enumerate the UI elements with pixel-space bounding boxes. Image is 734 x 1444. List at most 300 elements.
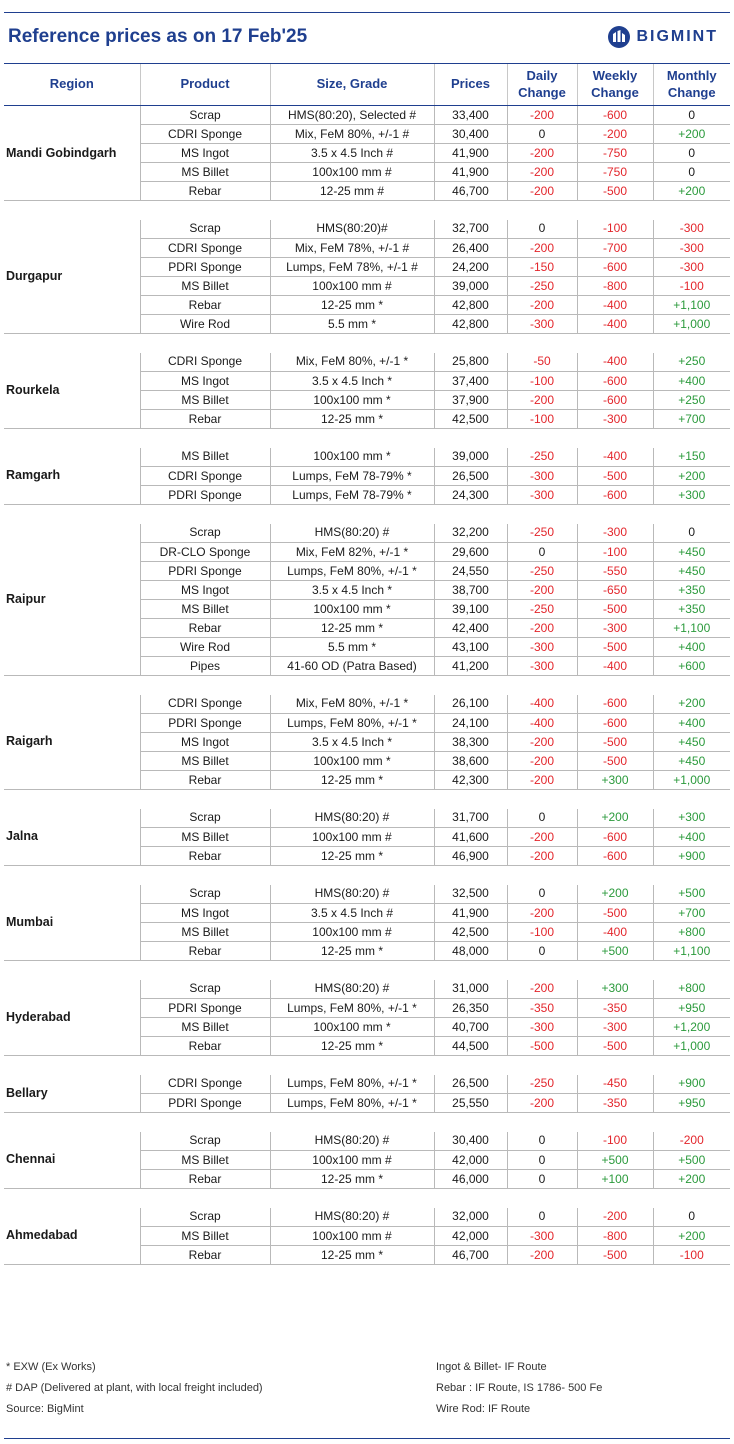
size-cell: Lumps, FeM 78-79% *	[270, 467, 434, 486]
product-cell: MS Billet	[140, 277, 270, 296]
product-cell: MS Billet	[140, 752, 270, 771]
monthly-cell: +350	[653, 600, 730, 619]
size-cell: 12-25 mm *	[270, 410, 434, 429]
daily-cell: -300	[507, 315, 577, 334]
weekly-cell: -600	[577, 714, 653, 733]
daily-cell: -200	[507, 828, 577, 847]
price-cell: 26,350	[434, 999, 507, 1018]
product-cell: MS Billet	[140, 828, 270, 847]
section-spacer	[4, 790, 730, 809]
product-cell: Rebar	[140, 296, 270, 315]
daily-cell: -200	[507, 239, 577, 258]
size-cell: Lumps, FeM 78%, +/-1 #	[270, 258, 434, 277]
monthly-cell: 0	[653, 106, 730, 125]
price-cell: 41,900	[434, 144, 507, 163]
weekly-cell: -300	[577, 619, 653, 638]
product-cell: Wire Rod	[140, 315, 270, 334]
monthly-cell: +1,100	[653, 619, 730, 638]
product-cell: Scrap	[140, 524, 270, 543]
price-cell: 46,700	[434, 1246, 507, 1265]
weekly-cell: -400	[577, 296, 653, 315]
region-name: Mumbai	[4, 885, 140, 961]
section-spacer	[4, 201, 730, 220]
weekly-cell: -600	[577, 695, 653, 714]
price-cell: 42,500	[434, 923, 507, 942]
monthly-cell: +1,100	[653, 942, 730, 961]
daily-cell: -250	[507, 448, 577, 467]
price-cell: 42,300	[434, 771, 507, 790]
section-spacer	[4, 429, 730, 448]
monthly-cell: +200	[653, 467, 730, 486]
size-cell: 100x100 mm #	[270, 1151, 434, 1170]
spacer-cell	[4, 676, 730, 695]
weekly-cell: -750	[577, 163, 653, 182]
region-name: Mandi Gobindgarh	[4, 106, 140, 201]
size-cell: 3.5 x 4.5 Inch *	[270, 733, 434, 752]
size-cell: HMS(80:20) #	[270, 809, 434, 828]
weekly-cell: -100	[577, 220, 653, 239]
product-cell: Rebar	[140, 182, 270, 201]
daily-cell: -350	[507, 999, 577, 1018]
size-cell: HMS(80:20) #	[270, 1132, 434, 1151]
spacer-cell	[4, 201, 730, 220]
page-title: Reference prices as on 17 Feb'25	[8, 26, 308, 47]
col-weekly-change: Weekly Change	[577, 64, 653, 106]
price-cell: 39,000	[434, 448, 507, 467]
size-cell: 5.5 mm *	[270, 638, 434, 657]
price-cell: 37,900	[434, 391, 507, 410]
daily-cell: -150	[507, 258, 577, 277]
footnotes-left	[6, 1357, 263, 1420]
price-cell: 42,000	[434, 1227, 507, 1246]
price-cell: 31,700	[434, 809, 507, 828]
daily-cell: -200	[507, 296, 577, 315]
size-cell: HMS(80:20) #	[270, 524, 434, 543]
monthly-cell: +250	[653, 391, 730, 410]
daily-cell: -200	[507, 1246, 577, 1265]
price-cell: 32,000	[434, 1208, 507, 1227]
monthly-cell: +400	[653, 372, 730, 391]
weekly-cell: +100	[577, 1170, 653, 1189]
spacer-cell	[4, 961, 730, 980]
price-cell: 38,700	[434, 581, 507, 600]
monthly-cell: +400	[653, 714, 730, 733]
region-name: Jalna	[4, 809, 140, 866]
weekly-cell: +300	[577, 980, 653, 999]
price-cell: 24,300	[434, 486, 507, 505]
product-cell: Scrap	[140, 885, 270, 904]
price-cell: 29,600	[434, 543, 507, 562]
size-cell: 12-25 mm *	[270, 942, 434, 961]
section-spacer	[4, 1113, 730, 1132]
product-cell: CDRI Sponge	[140, 239, 270, 258]
price-cell: 41,900	[434, 904, 507, 923]
weekly-cell: -500	[577, 638, 653, 657]
price-cell: 39,100	[434, 600, 507, 619]
size-cell: HMS(80:20) #	[270, 1208, 434, 1227]
daily-cell: 0	[507, 220, 577, 239]
daily-cell: 0	[507, 543, 577, 562]
region-name: Rourkela	[4, 353, 140, 429]
product-cell: MS Billet	[140, 600, 270, 619]
daily-cell: 0	[507, 885, 577, 904]
size-cell: 5.5 mm *	[270, 315, 434, 334]
size-cell: 12-25 mm *	[270, 1170, 434, 1189]
product-cell: MS Billet	[140, 1018, 270, 1037]
region-name: Bellary	[4, 1075, 140, 1113]
monthly-cell: +900	[653, 1075, 730, 1094]
daily-cell: -300	[507, 657, 577, 676]
monthly-cell: +700	[653, 410, 730, 429]
footnote: * EXW (Ex Works)	[6, 1361, 96, 1373]
monthly-cell: +1,000	[653, 771, 730, 790]
weekly-cell: -750	[577, 144, 653, 163]
daily-cell: -200	[507, 619, 577, 638]
price-cell: 39,000	[434, 277, 507, 296]
monthly-cell: +350	[653, 581, 730, 600]
weekly-cell: -500	[577, 1246, 653, 1265]
table-row	[4, 106, 730, 125]
table-row	[4, 1075, 730, 1094]
daily-cell: 0	[507, 1170, 577, 1189]
monthly-cell: +500	[653, 1151, 730, 1170]
price-cell: 26,400	[434, 239, 507, 258]
monthly-cell: +1,100	[653, 296, 730, 315]
size-cell: 100x100 mm #	[270, 163, 434, 182]
spacer-cell	[4, 790, 730, 809]
table-row	[4, 1208, 730, 1227]
daily-cell: -300	[507, 467, 577, 486]
monthly-cell: +450	[653, 562, 730, 581]
monthly-cell: +900	[653, 847, 730, 866]
daily-cell: -100	[507, 410, 577, 429]
weekly-cell: -500	[577, 904, 653, 923]
weekly-cell: -300	[577, 410, 653, 429]
brand-logo	[607, 24, 718, 50]
weekly-cell: -450	[577, 1075, 653, 1094]
product-cell: CDRI Sponge	[140, 467, 270, 486]
product-cell: Scrap	[140, 980, 270, 999]
product-cell: MS Ingot	[140, 581, 270, 600]
weekly-cell: -400	[577, 923, 653, 942]
price-cell: 42,000	[434, 1151, 507, 1170]
weekly-cell: -400	[577, 657, 653, 676]
daily-cell: -200	[507, 847, 577, 866]
price-cell: 46,700	[434, 182, 507, 201]
weekly-cell: -300	[577, 524, 653, 543]
weekly-cell: -650	[577, 581, 653, 600]
weekly-cell: -500	[577, 600, 653, 619]
product-cell: Scrap	[140, 809, 270, 828]
table-body	[4, 106, 730, 1266]
price-cell: 38,600	[434, 752, 507, 771]
size-cell: 12-25 mm *	[270, 1037, 434, 1056]
daily-cell: -200	[507, 904, 577, 923]
product-cell: Scrap	[140, 1208, 270, 1227]
table-header-row	[4, 64, 730, 106]
weekly-cell: -600	[577, 258, 653, 277]
monthly-cell: +450	[653, 543, 730, 562]
product-cell: MS Billet	[140, 448, 270, 467]
section-spacer	[4, 1056, 730, 1075]
product-cell: MS Billet	[140, 163, 270, 182]
size-cell: 3.5 x 4.5 Inch #	[270, 144, 434, 163]
price-cell: 38,300	[434, 733, 507, 752]
product-cell: Rebar	[140, 942, 270, 961]
daily-cell: -400	[507, 714, 577, 733]
monthly-cell: -200	[653, 1132, 730, 1151]
price-cell: 26,500	[434, 467, 507, 486]
brand-name: BIGMINT	[636, 28, 718, 45]
weekly-cell: +500	[577, 942, 653, 961]
monthly-cell: +250	[653, 353, 730, 372]
daily-cell: -300	[507, 638, 577, 657]
price-cell: 24,550	[434, 562, 507, 581]
product-cell: PDRI Sponge	[140, 562, 270, 581]
top-rule	[4, 12, 730, 13]
price-cell: 30,400	[434, 1132, 507, 1151]
product-cell: MS Billet	[140, 1227, 270, 1246]
price-cell: 40,700	[434, 1018, 507, 1037]
daily-cell: -200	[507, 163, 577, 182]
product-cell: Rebar	[140, 619, 270, 638]
daily-cell: -500	[507, 1037, 577, 1056]
table-row	[4, 695, 730, 714]
weekly-cell: -200	[577, 125, 653, 144]
weekly-cell: -500	[577, 182, 653, 201]
product-cell: Scrap	[140, 106, 270, 125]
table-row	[4, 220, 730, 239]
monthly-cell: -300	[653, 239, 730, 258]
weekly-cell: -600	[577, 847, 653, 866]
product-cell: MS Ingot	[140, 372, 270, 391]
spacer-cell	[4, 429, 730, 448]
table-row	[4, 885, 730, 904]
monthly-cell: 0	[653, 144, 730, 163]
daily-cell: -200	[507, 391, 577, 410]
monthly-cell: +1,000	[653, 315, 730, 334]
footnote: Source: BigMint	[6, 1403, 84, 1415]
section-spacer	[4, 676, 730, 695]
daily-cell: 0	[507, 809, 577, 828]
size-cell: HMS(80:20), Selected #	[270, 106, 434, 125]
price-cell: 32,200	[434, 524, 507, 543]
product-cell: CDRI Sponge	[140, 125, 270, 144]
monthly-cell: +950	[653, 1094, 730, 1113]
daily-cell: -300	[507, 1227, 577, 1246]
weekly-cell: +300	[577, 771, 653, 790]
table-row	[4, 448, 730, 467]
size-cell: Lumps, FeM 78-79% *	[270, 486, 434, 505]
region-name: Chennai	[4, 1132, 140, 1189]
table-row	[4, 809, 730, 828]
weekly-cell: -800	[577, 1227, 653, 1246]
weekly-cell: -500	[577, 752, 653, 771]
table-row	[4, 353, 730, 372]
size-cell: Lumps, FeM 80%, +/-1 *	[270, 1094, 434, 1113]
footnote: Wire Rod: IF Route	[436, 1403, 531, 1415]
size-cell: 100x100 mm *	[270, 391, 434, 410]
weekly-cell: -100	[577, 1132, 653, 1151]
weekly-cell: -400	[577, 448, 653, 467]
price-cell: 42,800	[434, 315, 507, 334]
monthly-cell: +200	[653, 1227, 730, 1246]
monthly-cell: +1,000	[653, 1037, 730, 1056]
weekly-cell: +500	[577, 1151, 653, 1170]
size-cell: 100x100 mm #	[270, 277, 434, 296]
price-cell: 25,550	[434, 1094, 507, 1113]
size-cell: 12-25 mm *	[270, 1246, 434, 1265]
daily-cell: 0	[507, 942, 577, 961]
table-row	[4, 980, 730, 999]
size-cell: 100x100 mm #	[270, 923, 434, 942]
daily-cell: -250	[507, 524, 577, 543]
weekly-cell: -400	[577, 353, 653, 372]
spacer-cell	[4, 1189, 730, 1208]
weekly-cell: -300	[577, 1018, 653, 1037]
price-cell: 46,900	[434, 847, 507, 866]
region-name: Ramgarh	[4, 448, 140, 505]
price-cell: 46,000	[434, 1170, 507, 1189]
footnote: # DAP (Delivered at plant, with local freight included)	[6, 1382, 263, 1394]
price-cell: 42,400	[434, 619, 507, 638]
size-cell: Mix, FeM 80%, +/-1 *	[270, 695, 434, 714]
monthly-cell: +200	[653, 125, 730, 144]
size-cell: 3.5 x 4.5 Inch *	[270, 581, 434, 600]
daily-cell: -250	[507, 1075, 577, 1094]
region-name: Raipur	[4, 524, 140, 676]
table-row	[4, 1132, 730, 1151]
price-table	[4, 63, 730, 1266]
product-cell: CDRI Sponge	[140, 353, 270, 372]
bottom-rule	[4, 1438, 730, 1439]
product-cell: MS Ingot	[140, 904, 270, 923]
daily-cell: -100	[507, 923, 577, 942]
product-cell: CDRI Sponge	[140, 1075, 270, 1094]
monthly-cell: +500	[653, 885, 730, 904]
size-cell: 100x100 mm *	[270, 448, 434, 467]
price-cell: 41,600	[434, 828, 507, 847]
monthly-cell: +800	[653, 980, 730, 999]
daily-cell: 0	[507, 125, 577, 144]
product-cell: Rebar	[140, 410, 270, 429]
weekly-cell: -600	[577, 391, 653, 410]
table-row	[4, 524, 730, 543]
weekly-cell: -600	[577, 372, 653, 391]
product-cell: Rebar	[140, 1246, 270, 1265]
weekly-cell: -400	[577, 315, 653, 334]
price-cell: 42,800	[434, 296, 507, 315]
product-cell: DR-CLO Sponge	[140, 543, 270, 562]
size-cell: 100x100 mm *	[270, 752, 434, 771]
monthly-cell: +450	[653, 752, 730, 771]
size-cell: 12-25 mm *	[270, 847, 434, 866]
product-cell: PDRI Sponge	[140, 999, 270, 1018]
weekly-cell: -500	[577, 733, 653, 752]
product-cell: PDRI Sponge	[140, 258, 270, 277]
bigmint-logo-icon	[607, 25, 631, 49]
monthly-cell: +400	[653, 638, 730, 657]
weekly-cell: -800	[577, 277, 653, 296]
weekly-cell: +200	[577, 885, 653, 904]
monthly-cell: +200	[653, 182, 730, 201]
product-cell: MS Billet	[140, 1151, 270, 1170]
monthly-cell: -100	[653, 277, 730, 296]
section-spacer	[4, 334, 730, 353]
spacer-cell	[4, 1113, 730, 1132]
product-cell: MS Billet	[140, 391, 270, 410]
monthly-cell: +600	[653, 657, 730, 676]
daily-cell: 0	[507, 1132, 577, 1151]
size-cell: HMS(80:20)#	[270, 220, 434, 239]
region-name: Raigarh	[4, 695, 140, 790]
col-prices: Prices	[434, 64, 507, 106]
weekly-cell: -200	[577, 1208, 653, 1227]
section-spacer	[4, 1265, 730, 1266]
price-cell: 31,000	[434, 980, 507, 999]
monthly-cell: +800	[653, 923, 730, 942]
weekly-cell: -500	[577, 1037, 653, 1056]
daily-cell: -300	[507, 1018, 577, 1037]
product-cell: Rebar	[140, 771, 270, 790]
size-cell: 100x100 mm #	[270, 1227, 434, 1246]
weekly-cell: -500	[577, 467, 653, 486]
price-cell: 37,400	[434, 372, 507, 391]
col-daily-change: Daily Change	[507, 64, 577, 106]
daily-cell: -250	[507, 562, 577, 581]
monthly-cell: 0	[653, 524, 730, 543]
monthly-cell: +300	[653, 809, 730, 828]
weekly-cell: -700	[577, 239, 653, 258]
daily-cell: -200	[507, 980, 577, 999]
price-cell: 32,500	[434, 885, 507, 904]
product-cell: Scrap	[140, 1132, 270, 1151]
size-cell: Mix, FeM 78%, +/-1 #	[270, 239, 434, 258]
daily-cell: 0	[507, 1151, 577, 1170]
weekly-cell: -600	[577, 486, 653, 505]
size-cell: Mix, FeM 82%, +/-1 *	[270, 543, 434, 562]
product-cell: Rebar	[140, 1170, 270, 1189]
daily-cell: -200	[507, 144, 577, 163]
product-cell: MS Billet	[140, 923, 270, 942]
daily-cell: -250	[507, 600, 577, 619]
spacer-cell	[4, 866, 730, 885]
monthly-cell: +150	[653, 448, 730, 467]
size-cell: Lumps, FeM 80%, +/-1 *	[270, 714, 434, 733]
daily-cell: -200	[507, 106, 577, 125]
section-spacer	[4, 505, 730, 524]
daily-cell: -200	[507, 182, 577, 201]
section-spacer	[4, 866, 730, 885]
size-cell: 100x100 mm *	[270, 1018, 434, 1037]
weekly-cell: -100	[577, 543, 653, 562]
size-cell: HMS(80:20) #	[270, 885, 434, 904]
daily-cell: -200	[507, 581, 577, 600]
weekly-cell: -550	[577, 562, 653, 581]
product-cell: Wire Rod	[140, 638, 270, 657]
weekly-cell: +200	[577, 809, 653, 828]
section-spacer	[4, 961, 730, 980]
monthly-cell: -300	[653, 258, 730, 277]
price-cell: 24,100	[434, 714, 507, 733]
spacer-cell	[4, 1056, 730, 1075]
monthly-cell: 0	[653, 1208, 730, 1227]
monthly-cell: +400	[653, 828, 730, 847]
price-cell: 41,900	[434, 163, 507, 182]
monthly-cell: -300	[653, 220, 730, 239]
product-cell: Pipes	[140, 657, 270, 676]
price-cell: 48,000	[434, 942, 507, 961]
